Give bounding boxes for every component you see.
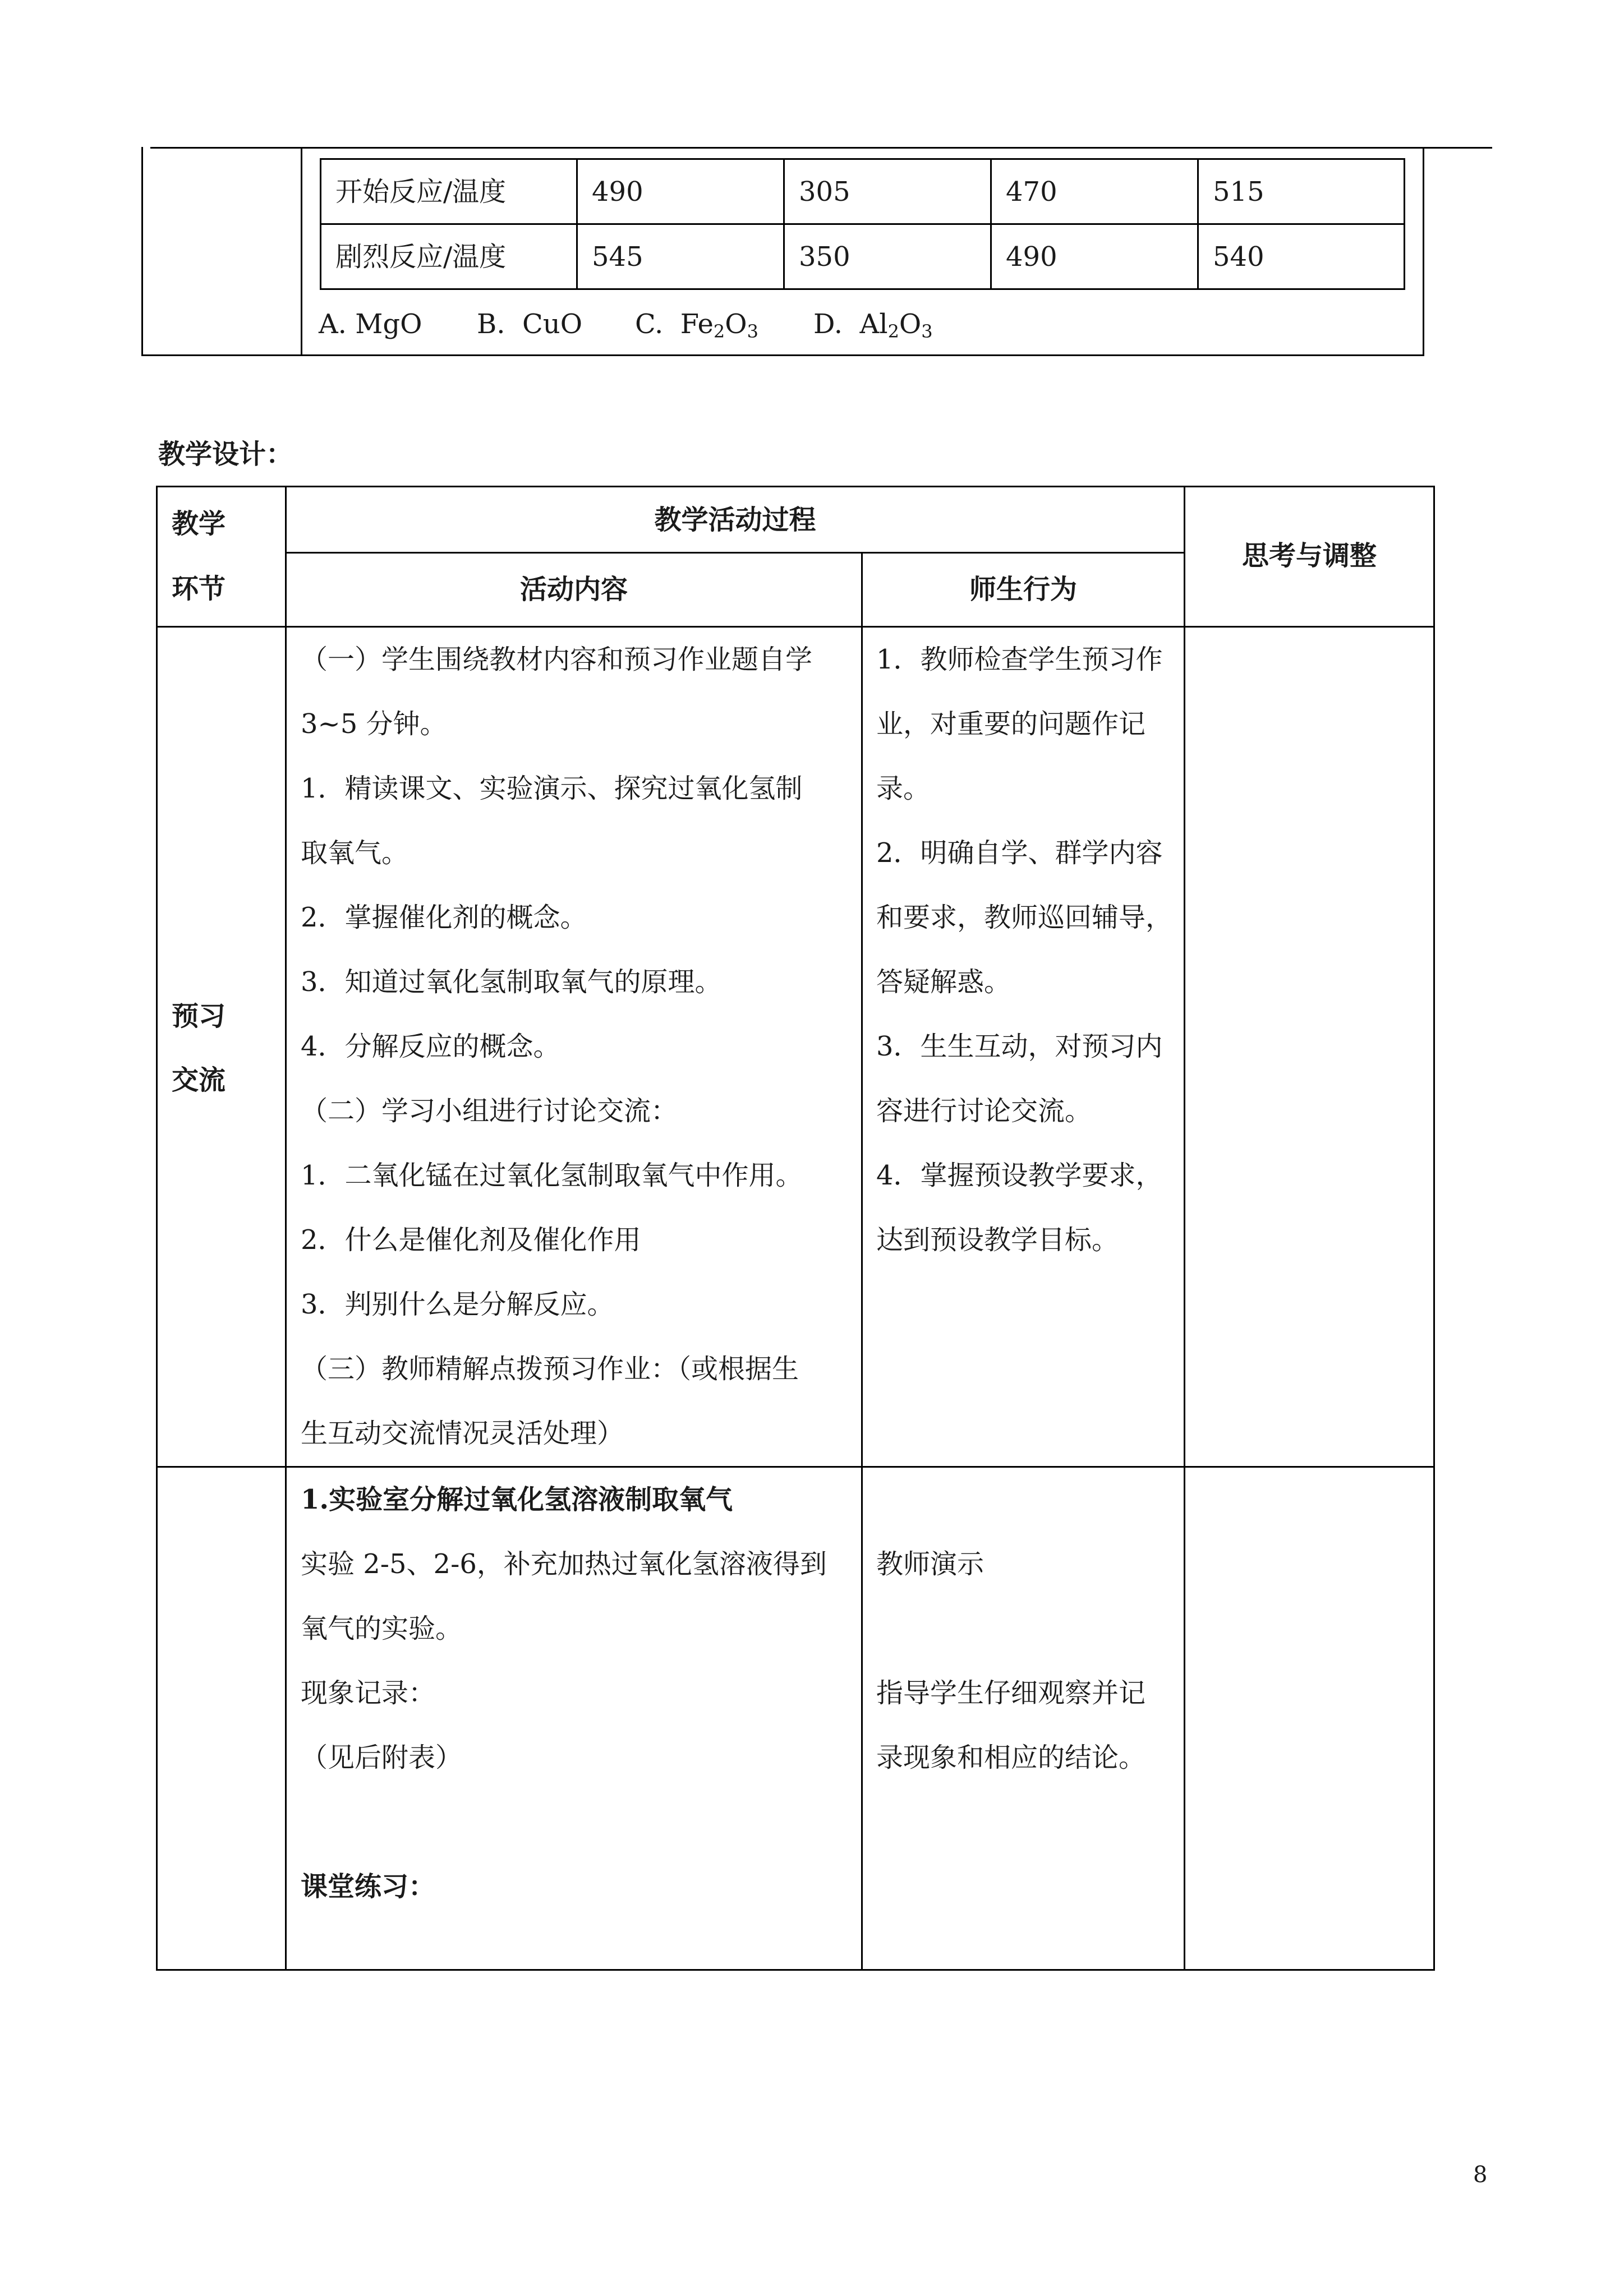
behavior-line: 录现象和相应的结论。 [876,1742,1146,1773]
header-behavior: 师生行为 [969,574,1077,605]
section-title: 教学设计： [158,439,293,470]
option-c: C. $Fe_2O_3$ [635,308,758,342]
content-line: 生互动交流情况灵活处理） [301,1418,624,1449]
behavior-line: 答疑解惑。 [876,966,1011,998]
content-line: 取氧气。 [301,837,409,869]
header-stage: 教学 [172,508,226,540]
behavior-line: 3．生生互动，对预习内 [876,1031,1163,1062]
behavior-line: 4．掌握预设教学要求， [876,1160,1163,1191]
content-line: 1．二氧化锰在过氧化氢制取氧气中作用。 [301,1160,803,1191]
behavior-line: 业，对重要的问题作记 [876,708,1146,740]
content-line: 2．掌握催化剂的概念。 [301,902,587,933]
behavior-line: 达到预设教学目标。 [876,1224,1119,1256]
content-line: 2．什么是催化剂及催化作用 [301,1224,641,1256]
content-line: （二）学习小组进行讨论交流： [301,1095,678,1127]
behavior-line: 1．教师检查学生预习作 [876,644,1163,675]
content-line: 4．分解反应的概念。 [301,1031,560,1062]
content-line: 3．知道过氧化氢制取氧气的原理。 [301,966,722,998]
behavior-line: 和要求，教师巡回辅导， [876,902,1173,933]
row-label: 开始反应/温度 [335,176,507,208]
exercise-label: 课堂练习： [301,1871,436,1902]
stage-cell: 交流 [172,1064,226,1096]
content-line: 实验 2-5、2-6，补充加热过氧化氢溶液得到 [301,1548,827,1580]
behavior-line: 教师演示 [876,1548,984,1580]
page-number: 8 [1473,2162,1488,2188]
option-d: D. $Al_2O_3$ [813,308,933,342]
behavior-line: 录。 [876,773,931,804]
cell-value: 540 [1213,241,1264,273]
cell-value: 490 [592,176,643,208]
header-stage: 环节 [172,573,226,605]
content-line: （见后附表） [301,1742,463,1773]
header-reflection: 思考与调整 [1241,540,1377,571]
content-line: （三）教师精解点拨预习作业：（或根据生 [301,1353,799,1385]
cell-value: 545 [592,241,643,273]
stage-cell: 预习 [172,1001,226,1032]
cell-value: 515 [1213,176,1264,208]
content-line: 3~5 分钟。 [301,708,447,740]
option-a: A. MgO [319,308,422,340]
cell-value: 305 [799,176,850,208]
cell-value: 350 [799,241,850,273]
cell-value: 490 [1006,241,1057,273]
cell-value: 470 [1006,176,1057,208]
content-line: 现象记录： [301,1677,436,1709]
behavior-line: 2．明确自学、群学内容 [876,837,1163,869]
behavior-line: 容进行讨论交流。 [876,1095,1092,1127]
header-process: 教学活动过程 [654,504,816,536]
content-line: （一）学生围绕教材内容和预习作业题自学 [301,644,813,675]
option-b: B. CuO [477,308,583,340]
behavior-line: 指导学生仔细观察并记 [876,1677,1146,1709]
content-line: 氧气的实验。 [301,1613,463,1644]
content-heading: 1.实验室分解过氧化氢溶液制取氧气 [301,1484,733,1515]
header-rule [150,147,1492,149]
row-label: 剧烈反应/温度 [335,241,507,273]
header-content: 活动内容 [519,574,628,605]
content-line: 3．判别什么是分解反应。 [301,1289,614,1320]
content-line: 1．精读课文、实验演示、探究过氧化氢制 [301,773,803,804]
